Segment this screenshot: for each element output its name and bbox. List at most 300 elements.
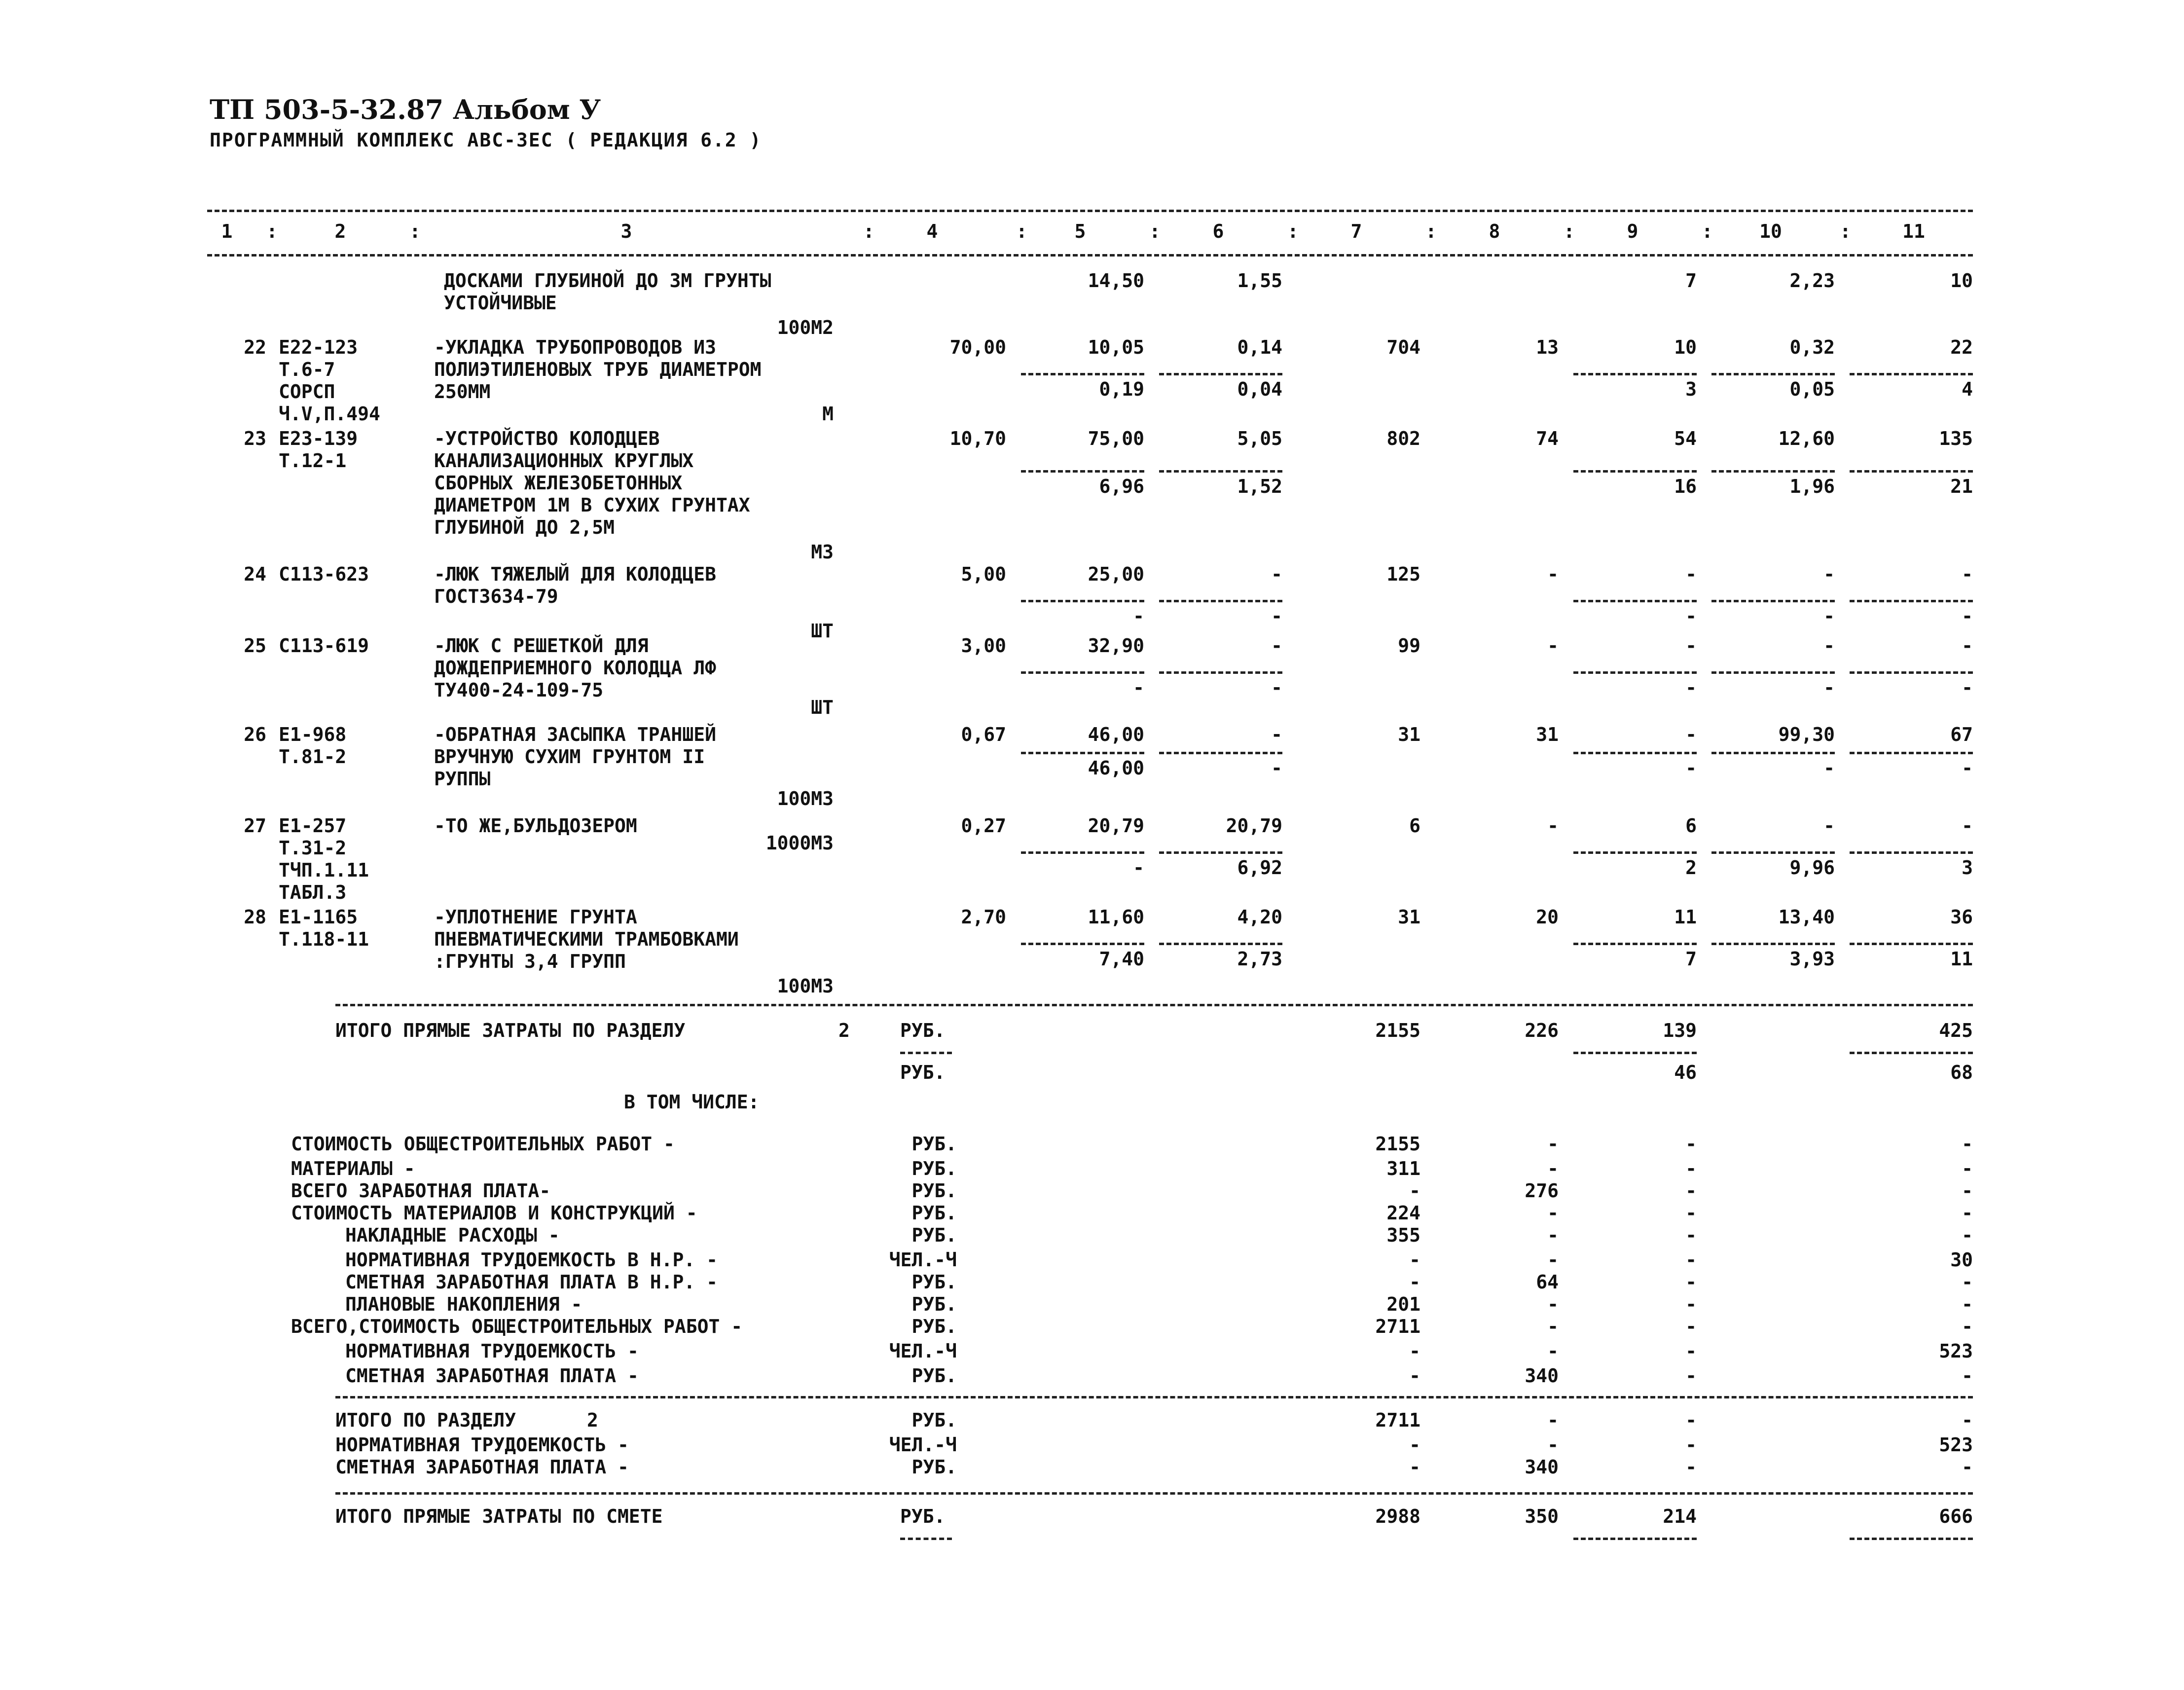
breakdown-value: 311 <box>1386 1158 1420 1179</box>
row-description: РУППЫ <box>434 768 491 790</box>
sub-rule <box>1711 470 1835 473</box>
value-cell: - <box>1133 605 1144 627</box>
sub-rule <box>1573 600 1697 602</box>
breakdown-value: - <box>1409 1340 1420 1362</box>
row-description: -ЛЮК С РЕШЕТКОЙ ДЛЯ <box>434 635 649 657</box>
column-separator: : <box>1564 220 1575 242</box>
sub-rule <box>1711 752 1835 754</box>
column-header: 11 <box>1902 220 1925 242</box>
value-cell: 704 <box>1386 336 1420 358</box>
estimate-total-label: ИТОГО ПРЯМЫЕ ЗАТРАТЫ ПО СМЕТЕ <box>335 1506 663 1527</box>
row-code: ТАБЛ.3 <box>279 882 347 903</box>
value-cell: 7 <box>1685 948 1697 970</box>
row-code: Т.31-2 <box>279 837 347 859</box>
breakdown-value: - <box>1409 1271 1420 1293</box>
document-title: ТП 503-5-32.87 Альбом У <box>210 94 601 125</box>
summary-value: 2711 <box>1375 1409 1420 1431</box>
breakdown-value: - <box>1547 1293 1559 1315</box>
value-cell: 54 <box>1674 428 1697 449</box>
row-description: ГЛУБИНОЙ ДО 2,5М <box>434 516 615 538</box>
sub-rule <box>1159 373 1282 375</box>
sub-rule <box>1573 1538 1697 1540</box>
column-separator: : <box>863 220 874 242</box>
breakdown-value: - <box>1962 1293 1973 1315</box>
value-cell: 802 <box>1386 428 1420 449</box>
value-cell: 46,00 <box>1088 757 1144 779</box>
value-cell: 10,05 <box>1088 336 1144 358</box>
sub-rule <box>1850 1052 1973 1054</box>
sub-rule <box>1021 752 1144 754</box>
column-separator: : <box>1016 220 1027 242</box>
unit-label: РУБ. <box>911 1456 957 1478</box>
sub-rule <box>1711 671 1835 674</box>
sub-rule <box>900 1052 952 1054</box>
value-cell: 16 <box>1674 476 1697 497</box>
unit-label: РУБ. <box>911 1202 957 1224</box>
value-cell: - <box>1133 857 1144 879</box>
unit-label: РУБ. <box>911 1158 957 1179</box>
unit-label: ЧЕЛ.-Ч <box>889 1340 957 1362</box>
value-cell: 10 <box>1950 270 1973 292</box>
value-cell: - <box>1962 815 1973 837</box>
row-description: ПОЛИЭТИЛЕНОВЫХ ТРУБ ДИАМЕТРОМ <box>434 359 762 380</box>
breakdown-value: 224 <box>1386 1202 1420 1224</box>
summary-value: - <box>1547 1434 1559 1456</box>
breakdown-value: - <box>1409 1249 1420 1271</box>
summary-label: СМЕТНАЯ ЗАРАБОТНАЯ ПЛАТА - <box>335 1456 629 1478</box>
value-cell: - <box>1823 677 1835 698</box>
column-header: 7 <box>1350 220 1362 242</box>
value-cell: 10 <box>1674 336 1697 358</box>
quantity-cell: 5,00 <box>961 563 1006 585</box>
sub-rule <box>1159 470 1282 473</box>
value-cell: 75,00 <box>1088 428 1144 449</box>
column-separator: : <box>1702 220 1713 242</box>
breakdown-value: - <box>1962 1158 1973 1179</box>
row-code: Е1-968 <box>279 724 347 745</box>
column-header: 2 <box>334 220 346 242</box>
breakdown-value: 201 <box>1386 1293 1420 1315</box>
summary-value: 340 <box>1525 1456 1559 1478</box>
unit-label: РУБ. <box>911 1409 957 1431</box>
sub-rule <box>1159 752 1282 754</box>
column-header: 9 <box>1627 220 1638 242</box>
unit-label: РУБ. <box>911 1271 957 1293</box>
breakdown-value: - <box>1547 1158 1559 1179</box>
summary-value: - <box>1685 1456 1697 1478</box>
value-cell: 31 <box>1398 724 1420 745</box>
column-separator: : <box>1425 220 1437 242</box>
breakdown-label: ВСЕГО,СТОИМОСТЬ ОБЩЕСТРОИТЕЛЬНЫХ РАБОТ - <box>291 1316 743 1337</box>
unit-label: РУБ. <box>900 1506 946 1527</box>
value-cell: 0,04 <box>1237 378 1282 400</box>
breakdown-value: - <box>1547 1224 1559 1246</box>
quantity-cell: 3,00 <box>961 635 1006 657</box>
breakdown-value: - <box>1685 1202 1697 1224</box>
row-code: Е22-123 <box>279 336 358 358</box>
column-header: 10 <box>1759 220 1782 242</box>
summary-section-number: 2 <box>587 1409 598 1431</box>
row-description: ГОСТ3634-79 <box>434 586 558 607</box>
total-value: 46 <box>1674 1062 1697 1083</box>
value-cell: - <box>1271 757 1282 779</box>
section-rule <box>335 1396 1973 1398</box>
value-cell: 11 <box>1950 948 1973 970</box>
value-cell: - <box>1685 635 1697 657</box>
unit-label: РУБ. <box>900 1062 946 1083</box>
sub-rule <box>1021 470 1144 473</box>
value-cell: 1,96 <box>1789 476 1835 497</box>
row-description: СБОРНЫХ ЖЕЛЕЗОБЕТОННЫХ <box>434 472 683 494</box>
sub-rule <box>1711 851 1835 854</box>
breakdown-value: 30 <box>1950 1249 1973 1271</box>
breakdown-value: - <box>1547 1340 1559 1362</box>
sub-rule <box>1850 752 1973 754</box>
sub-rule <box>1850 671 1973 674</box>
value-cell: 6,96 <box>1099 476 1144 497</box>
summary-value: - <box>1685 1434 1697 1456</box>
header-rule-bottom <box>207 254 1973 257</box>
row-description: :ГРУНТЫ 3,4 ГРУПП <box>434 951 626 972</box>
document-subtitle: ПРОГРАММНЫЙ КОМПЛЕКС АВС-3ЕС ( РЕДАКЦИЯ 6.2 ) <box>210 129 762 151</box>
unit-label: РУБ. <box>911 1316 957 1337</box>
breakdown-label: СТОИМОСТЬ ОБЩЕСТРОИТЕЛЬНЫХ РАБОТ - <box>291 1133 675 1155</box>
value-cell: 3 <box>1962 857 1973 879</box>
value-cell: 2 <box>1685 857 1697 879</box>
sub-rule <box>1573 470 1697 473</box>
value-cell: - <box>1962 563 1973 585</box>
value-cell: 9,96 <box>1789 857 1835 879</box>
breakdown-label: СМЕТНАЯ ЗАРАБОТНАЯ ПЛАТА В Н.Р. - <box>345 1271 718 1293</box>
estimate-total-value: 2988 <box>1375 1506 1420 1527</box>
sub-rule <box>1711 373 1835 375</box>
value-cell: 6,92 <box>1237 857 1282 879</box>
row-number: 24 <box>244 563 266 585</box>
sub-rule <box>1850 1538 1973 1540</box>
value-cell: 11 <box>1674 906 1697 928</box>
sub-rule <box>1711 600 1835 602</box>
breakdown-value: - <box>1685 1316 1697 1337</box>
value-cell: - <box>1271 563 1282 585</box>
breakdown-label: МАТЕРИАЛЫ - <box>291 1158 415 1179</box>
value-cell: 99 <box>1398 635 1420 657</box>
value-cell: - <box>1823 563 1835 585</box>
quantity-cell: 0,27 <box>961 815 1006 837</box>
quantity-cell: 70,00 <box>949 336 1006 358</box>
sub-rule <box>1159 851 1282 854</box>
value-cell: 0,05 <box>1789 378 1835 400</box>
breakdown-value: - <box>1685 1224 1697 1246</box>
total-value: 68 <box>1950 1062 1973 1083</box>
breakdown-value: - <box>1685 1133 1697 1155</box>
breakdown-value: - <box>1962 1316 1973 1337</box>
row-code: Т.6-7 <box>279 359 335 380</box>
value-cell: - <box>1962 757 1973 779</box>
breakdown-value: - <box>1685 1180 1697 1202</box>
row-number: 26 <box>244 724 266 745</box>
breakdown-label: СМЕТНАЯ ЗАРАБОТНАЯ ПЛАТА - <box>345 1365 639 1387</box>
total-value: 139 <box>1663 1020 1697 1041</box>
value-cell: 20,79 <box>1226 815 1282 837</box>
row-number: 27 <box>244 815 266 837</box>
value-cell: - <box>1823 815 1835 837</box>
row-description: -ЛЮК ТЯЖЕЛЫЙ ДЛЯ КОЛОДЦЕВ <box>434 563 716 585</box>
breakdown-label: СТОИМОСТЬ МАТЕРИАЛОВ И КОНСТРУКЦИЙ - <box>291 1202 697 1224</box>
total-section-number: 2 <box>838 1020 850 1041</box>
value-cell: 11,60 <box>1088 906 1144 928</box>
column-separator: : <box>409 220 421 242</box>
summary-value: - <box>1409 1456 1420 1478</box>
row-description: ДИАМЕТРОМ 1М В СУХИХ ГРУНТАХ <box>434 494 750 516</box>
estimate-total-value: 666 <box>1939 1506 1973 1527</box>
sub-rule <box>1850 373 1973 375</box>
sub-rule <box>1159 600 1282 602</box>
value-cell: - <box>1685 605 1697 627</box>
row-description: ДОЖДЕПРИЕМНОГО КОЛОДЦА ЛФ <box>434 657 716 679</box>
value-cell: 21 <box>1950 476 1973 497</box>
value-cell: 6 <box>1409 815 1420 837</box>
breakdown-value: - <box>1685 1249 1697 1271</box>
unit-label: 100М3 <box>777 975 834 997</box>
breakdown-value: - <box>1962 1365 1973 1387</box>
section-rule <box>335 1492 1973 1495</box>
sub-rule <box>1021 851 1144 854</box>
estimate-total-value: 350 <box>1525 1506 1559 1527</box>
row-description: -УПЛОТНЕНИЕ ГРУНТА <box>434 906 637 928</box>
column-header: 6 <box>1212 220 1224 242</box>
value-cell: - <box>1823 757 1835 779</box>
value-cell: 2,23 <box>1789 270 1835 292</box>
row-code: Т.12-1 <box>279 450 347 472</box>
unit-label: РУБ. <box>911 1224 957 1246</box>
unit-label: ЧЕЛ.-Ч <box>889 1434 957 1456</box>
value-cell: 5,05 <box>1237 428 1282 449</box>
breakdown-value: - <box>1962 1224 1973 1246</box>
breakdown-value: 276 <box>1525 1180 1559 1202</box>
unit-label: РУБ. <box>900 1020 946 1041</box>
row-description: ВРУЧНУЮ СУХИМ ГРУНТОМ II <box>434 746 705 768</box>
sub-rule <box>1021 600 1144 602</box>
sub-rule <box>1711 943 1835 945</box>
summary-label: НОРМАТИВНАЯ ТРУДОЕМКОСТЬ - <box>335 1434 629 1456</box>
estimate-total-value: 214 <box>1663 1506 1697 1527</box>
value-cell: 7 <box>1685 270 1697 292</box>
value-cell: - <box>1271 605 1282 627</box>
sub-rule <box>900 1538 952 1540</box>
value-cell: 36 <box>1950 906 1973 928</box>
sub-rule <box>1159 671 1282 674</box>
breakdown-label: НОРМАТИВНАЯ ТРУДОЕМКОСТЬ В Н.Р. - <box>345 1249 718 1271</box>
breakdown-label: ВСЕГО ЗАРАБОТНАЯ ПЛАТА- <box>291 1180 551 1202</box>
value-cell: 7,40 <box>1099 948 1144 970</box>
breakdown-value: - <box>1685 1158 1697 1179</box>
unit-label: РУБ. <box>911 1293 957 1315</box>
row-description: КАНАЛИЗАЦИОННЫХ КРУГЛЫХ <box>434 450 694 472</box>
breakdown-label: НОРМАТИВНАЯ ТРУДОЕМКОСТЬ - <box>345 1340 639 1362</box>
unit-label: РУБ. <box>911 1365 957 1387</box>
breakdown-value: - <box>1685 1293 1697 1315</box>
row-number: 28 <box>244 906 266 928</box>
value-cell: 74 <box>1536 428 1559 449</box>
sub-rule <box>1573 1052 1697 1054</box>
value-cell: - <box>1962 635 1973 657</box>
breakdown-value: - <box>1685 1271 1697 1293</box>
column-separator: : <box>1287 220 1299 242</box>
breakdown-value: - <box>1409 1365 1420 1387</box>
value-cell: 22 <box>1950 336 1973 358</box>
sub-rule <box>1850 470 1973 473</box>
summary-value: - <box>1685 1409 1697 1431</box>
row-code: ТЧП.1.11 <box>279 859 369 881</box>
quantity-cell: 2,70 <box>961 906 1006 928</box>
value-cell: 0,32 <box>1789 336 1835 358</box>
breakdown-value: - <box>1685 1365 1697 1387</box>
unit-label: ШТ <box>811 697 834 718</box>
column-separator: : <box>266 220 278 242</box>
unit-label: М <box>822 403 834 425</box>
value-cell: 0,19 <box>1099 378 1144 400</box>
row-description: -ОБРАТНАЯ ЗАСЫПКА ТРАНШЕЙ <box>434 724 716 745</box>
sub-rule <box>1850 943 1973 945</box>
row-code: Т.81-2 <box>279 746 347 768</box>
breakdown-value: 523 <box>1939 1340 1973 1362</box>
value-cell: 4,20 <box>1237 906 1282 928</box>
value-cell: 32,90 <box>1088 635 1144 657</box>
header-rule-top <box>207 210 1973 212</box>
value-cell: - <box>1271 635 1282 657</box>
column-header: 1 <box>221 220 233 242</box>
value-cell: 3,93 <box>1789 948 1835 970</box>
unit-label: ЧЕЛ.-Ч <box>889 1249 957 1271</box>
value-cell: 1,55 <box>1237 270 1282 292</box>
unit-label: М3 <box>811 541 834 563</box>
column-separator: : <box>1840 220 1851 242</box>
value-cell: 20,79 <box>1088 815 1144 837</box>
breakdown-value: 2155 <box>1375 1133 1420 1155</box>
row-code: Т.118-11 <box>279 928 369 950</box>
value-cell: 46,00 <box>1088 724 1144 745</box>
breakdown-value: - <box>1962 1133 1973 1155</box>
value-cell: - <box>1823 635 1835 657</box>
value-cell: - <box>1685 563 1697 585</box>
summary-value: - <box>1962 1409 1973 1431</box>
breakdown-value: - <box>1962 1180 1973 1202</box>
value-cell: 1,52 <box>1237 476 1282 497</box>
sub-rule <box>1573 671 1697 674</box>
value-cell: - <box>1133 677 1144 698</box>
breakdown-value: 2711 <box>1375 1316 1420 1337</box>
column-header: 8 <box>1489 220 1500 242</box>
sub-rule <box>1021 671 1144 674</box>
value-cell: 2,73 <box>1237 948 1282 970</box>
value-cell: - <box>1962 677 1973 698</box>
value-cell: - <box>1547 635 1559 657</box>
row-description: УСТОЙЧИВЫЕ <box>444 292 557 314</box>
value-cell: 4 <box>1962 378 1973 400</box>
breakdown-value: 340 <box>1525 1365 1559 1387</box>
column-header: 5 <box>1074 220 1086 242</box>
sub-rule <box>1573 943 1697 945</box>
row-description: -ТО ЖЕ,БУЛЬДОЗЕРОМ <box>434 815 637 837</box>
value-cell: 0,14 <box>1237 336 1282 358</box>
row-description: 250ММ <box>434 381 491 403</box>
value-cell: - <box>1547 563 1559 585</box>
breakdown-value: - <box>1547 1202 1559 1224</box>
unit-label: ШТ <box>811 620 834 642</box>
sub-rule <box>1573 851 1697 854</box>
sub-rule <box>1159 943 1282 945</box>
summary-value: - <box>1962 1456 1973 1478</box>
breakdown-value: - <box>1409 1180 1420 1202</box>
breakdown-label: НАКЛАДНЫЕ РАСХОДЫ - <box>345 1224 560 1246</box>
row-code: Е23-139 <box>279 428 358 449</box>
row-description: ТУ400-24-109-75 <box>434 679 604 701</box>
row-number: 23 <box>244 428 266 449</box>
value-cell: 13 <box>1536 336 1559 358</box>
total-value: 226 <box>1525 1020 1559 1041</box>
quantity-cell: 10,70 <box>949 428 1006 449</box>
value-cell: - <box>1685 757 1697 779</box>
breakdown-value: - <box>1547 1249 1559 1271</box>
breakdown-value: - <box>1962 1202 1973 1224</box>
sub-rule <box>1021 373 1144 375</box>
sub-rule <box>1850 600 1973 602</box>
sub-rule <box>1573 373 1697 375</box>
row-code: С113-623 <box>279 563 369 585</box>
section-rule <box>335 1004 1973 1006</box>
value-cell: 6 <box>1685 815 1697 837</box>
unit-label: РУБ. <box>911 1180 957 1202</box>
value-cell: - <box>1685 724 1697 745</box>
unit-label: 100М2 <box>777 317 834 338</box>
breakdown-value: - <box>1547 1133 1559 1155</box>
value-cell: 31 <box>1398 906 1420 928</box>
summary-value: 523 <box>1939 1434 1973 1456</box>
value-cell: 135 <box>1939 428 1973 449</box>
total-label: ИТОГО ПРЯМЫЕ ЗАТРАТЫ ПО РАЗДЕЛУ <box>335 1020 686 1041</box>
row-description: -УКЛАДКА ТРУБОПРОВОДОВ ИЗ <box>434 336 716 358</box>
column-header: 3 <box>620 220 632 242</box>
breakdown-value: - <box>1547 1316 1559 1337</box>
value-cell: 25,00 <box>1088 563 1144 585</box>
row-description: ДОСКАМИ ГЛУБИНОЙ ДО 3М ГРУНТЫ <box>444 270 771 292</box>
value-cell: 14,50 <box>1088 270 1144 292</box>
value-cell: 13,40 <box>1778 906 1835 928</box>
column-separator: : <box>1149 220 1161 242</box>
unit-label: 100М3 <box>777 788 834 809</box>
total-value: 425 <box>1939 1020 1973 1041</box>
breakdown-value: - <box>1962 1271 1973 1293</box>
including-label: В ТОМ ЧИСЛЕ: <box>624 1091 760 1113</box>
quantity-cell: 0,67 <box>961 724 1006 745</box>
value-cell: - <box>1547 815 1559 837</box>
column-header: 4 <box>926 220 938 242</box>
row-code: С113-619 <box>279 635 369 657</box>
unit-label: 1000М3 <box>765 832 834 854</box>
value-cell: - <box>1271 724 1282 745</box>
row-code: Е1-1165 <box>279 906 358 928</box>
row-number: 25 <box>244 635 266 657</box>
summary-value: - <box>1547 1409 1559 1431</box>
value-cell: 3 <box>1685 378 1697 400</box>
value-cell: - <box>1271 677 1282 698</box>
row-code: СОРСП <box>279 381 335 403</box>
row-description: -УСТРОЙСТВО КОЛОДЦЕВ <box>434 428 660 449</box>
value-cell: - <box>1962 605 1973 627</box>
breakdown-value: 64 <box>1536 1271 1559 1293</box>
value-cell: 31 <box>1536 724 1559 745</box>
sub-rule <box>1850 851 1973 854</box>
